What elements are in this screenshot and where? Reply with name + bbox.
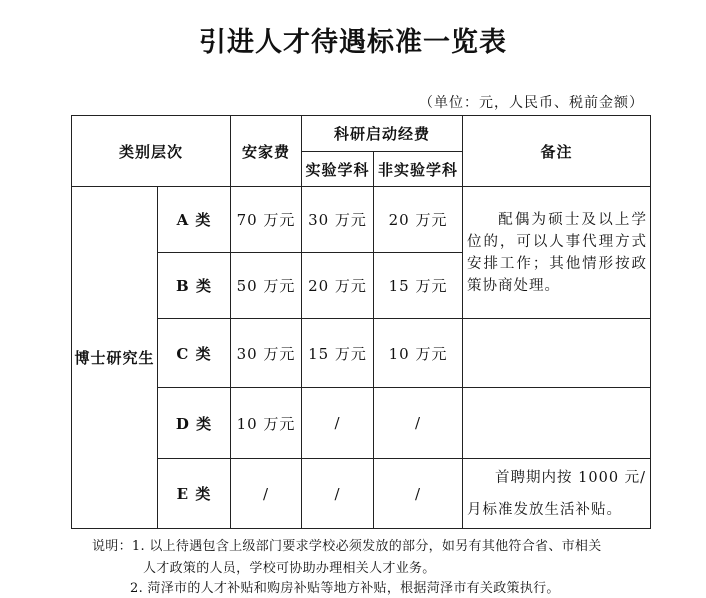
remark-spouse-text: 配偶为硕士及以上学位的，可以人事代理方式安排工作；其他情形按政策协商处理。 [467,211,648,294]
remark-e-line1: 首聘期内按 1000 元/ [495,469,647,486]
settle-fee-cell: 10 万元 [231,388,302,459]
experimental-cell: 30 万元 [302,187,374,253]
table-row [72,187,651,253]
settle-fee-cell: 70 万元 [231,187,302,253]
experimental-cell: 15 万元 [302,319,374,388]
remark-empty-cell [463,388,651,459]
class-cell: A 类 [158,187,231,253]
experimental-cell: / [302,459,374,529]
non-experimental-cell: / [374,388,463,459]
class-cell: C 类 [158,319,231,388]
remark-e-line2: 月标准发放生活补贴。 [467,501,623,518]
settle-fee-cell: / [231,459,302,529]
table-row [72,319,651,388]
settle-fee-cell: 30 万元 [231,319,302,388]
remark-living-allowance [463,459,651,529]
settle-fee-cell: 50 万元 [231,253,302,319]
remark-spouse [463,187,651,319]
table-row [72,459,651,529]
header-experimental: 实验学科 [302,152,374,187]
table-row [72,388,651,459]
unit-note: （单位：元，人民币、税前金额） [419,95,644,111]
non-experimental-cell: 10 万元 [374,319,463,388]
header-settle-fee: 安家费 [231,116,302,187]
header-non-experimental: 非实验学科 [374,152,463,187]
explanation-line1-cont: 人才政策的人员，学校可协助办理相关人才业务。 [143,561,436,576]
treatment-standards-table [71,115,651,529]
group-label: 博士研究生 [72,187,158,529]
header-category-level: 类别层次 [72,116,231,187]
class-cell: D 类 [158,388,231,459]
class-cell: E 类 [158,459,231,529]
explanation-2: 2. 菏泽市的人才补贴和购房补贴等地方补贴，根据菏泽市有关政策执行。 [130,581,560,596]
remark-empty-cell [463,319,651,388]
explanation-1 [92,536,652,580]
non-experimental-cell: 15 万元 [374,253,463,319]
explanation-line1: 说明：1. 以上待遇包含上级部门要求学校必须发放的部分，如另有其他符合省、市相关 [92,539,602,554]
page-title: 引进人才待遇标准一览表 [199,27,507,58]
header-remarks: 备注 [463,116,651,187]
class-cell: B 类 [158,253,231,319]
experimental-cell: / [302,388,374,459]
non-experimental-cell: / [374,459,463,529]
non-experimental-cell: 20 万元 [374,187,463,253]
experimental-cell: 20 万元 [302,253,374,319]
header-research-funds: 科研启动经费 [302,116,463,152]
